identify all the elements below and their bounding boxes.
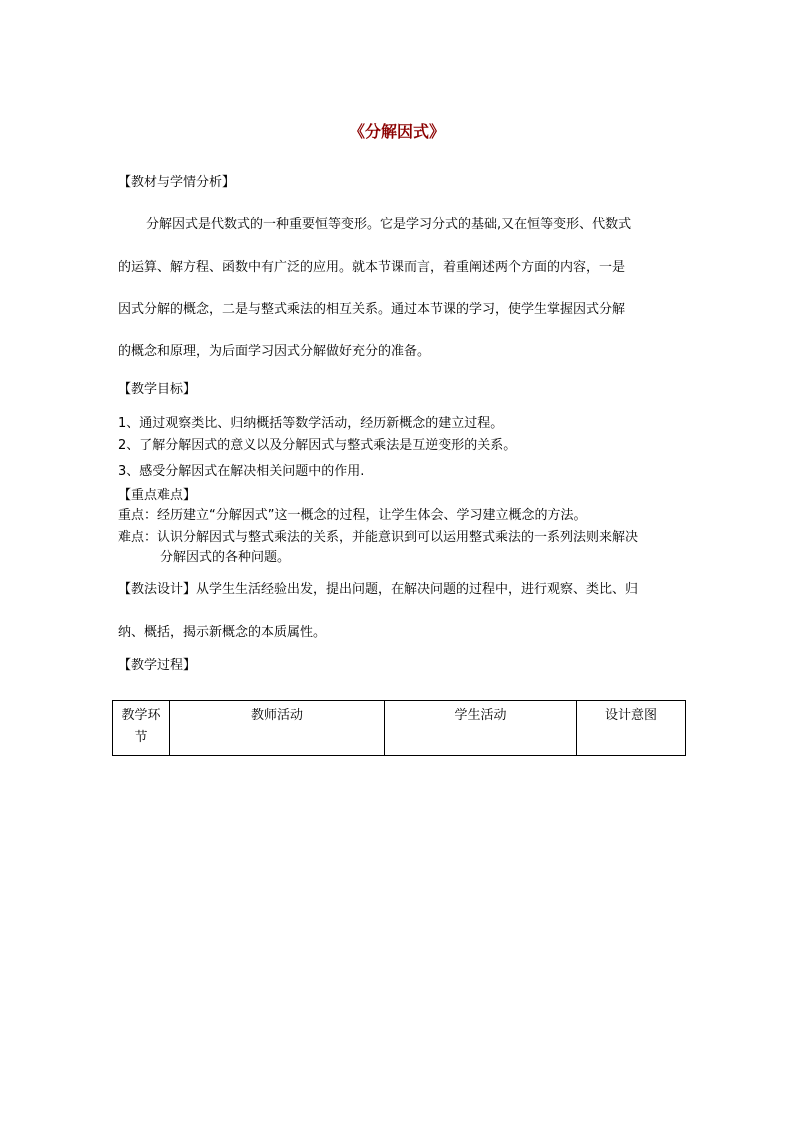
header-cell-teacher: 教师活动 <box>170 701 385 756</box>
keypoint-difficult: 难点：认识分解因式与整式乘法的关系，并能意识到可以运用整式乘法的一系列法则来解决 <box>118 530 639 545</box>
goal-item-3: 3、感受分解因式在解决相关问题中的作用. <box>118 464 365 479</box>
analysis-line-2: 的运算、解方程、函数中有广泛的应用。就本节课而言，着重阐述两个方面的内容，一是 <box>118 260 626 275</box>
analysis-line-1: 分解因式是代数式的一种重要恒等变形。它是学习分式的基础,又在恒等变形、代数式 <box>146 217 632 232</box>
analysis-line-4: 的概念和原理，为后面学习因式分解做好充分的准备。 <box>118 344 431 359</box>
method-line-1: 【教法设计】从学生生活经验出发，提出问题，在解决问题的过程中，进行观察、类比、归 <box>118 582 639 597</box>
keypoint-key: 重点：经历建立“分解因式”这一概念的过程，让学生体会、学习建立概念的方法。 <box>118 508 587 523</box>
keypoint-difficult-cont: 分解因式的各种问题。 <box>160 550 291 565</box>
process-heading: 【教学过程】 <box>118 658 197 673</box>
analysis-line-3: 因式分解的概念，二是与整式乘法的相互关系。通过本节课的学习，使学生掌握因式分解 <box>118 302 626 317</box>
goals-heading: 【教学目标】 <box>118 382 197 397</box>
method-line-2: 纳、概括，揭示新概念的本质属性。 <box>118 625 327 640</box>
goal-item-2: 2、了解分解因式的意义以及分解因式与整式乘法是互逆变形的关系。 <box>118 438 517 453</box>
keypoints-heading: 【重点难点】 <box>118 488 197 503</box>
goal-item-1: 1、通过观察类比、归纳概括等数学活动，经历新概念的建立过程。 <box>118 416 504 431</box>
page-title: 《分解因式》 <box>348 122 445 141</box>
analysis-heading: 【教材与学情分析】 <box>118 175 236 190</box>
table-header-row <box>113 701 686 756</box>
header-cell-intent: 设计意图 <box>577 701 686 756</box>
process-table <box>112 700 686 756</box>
header-cell-student: 学生活动 <box>385 701 577 756</box>
header-cell-stage: 教学环节 <box>113 701 170 756</box>
